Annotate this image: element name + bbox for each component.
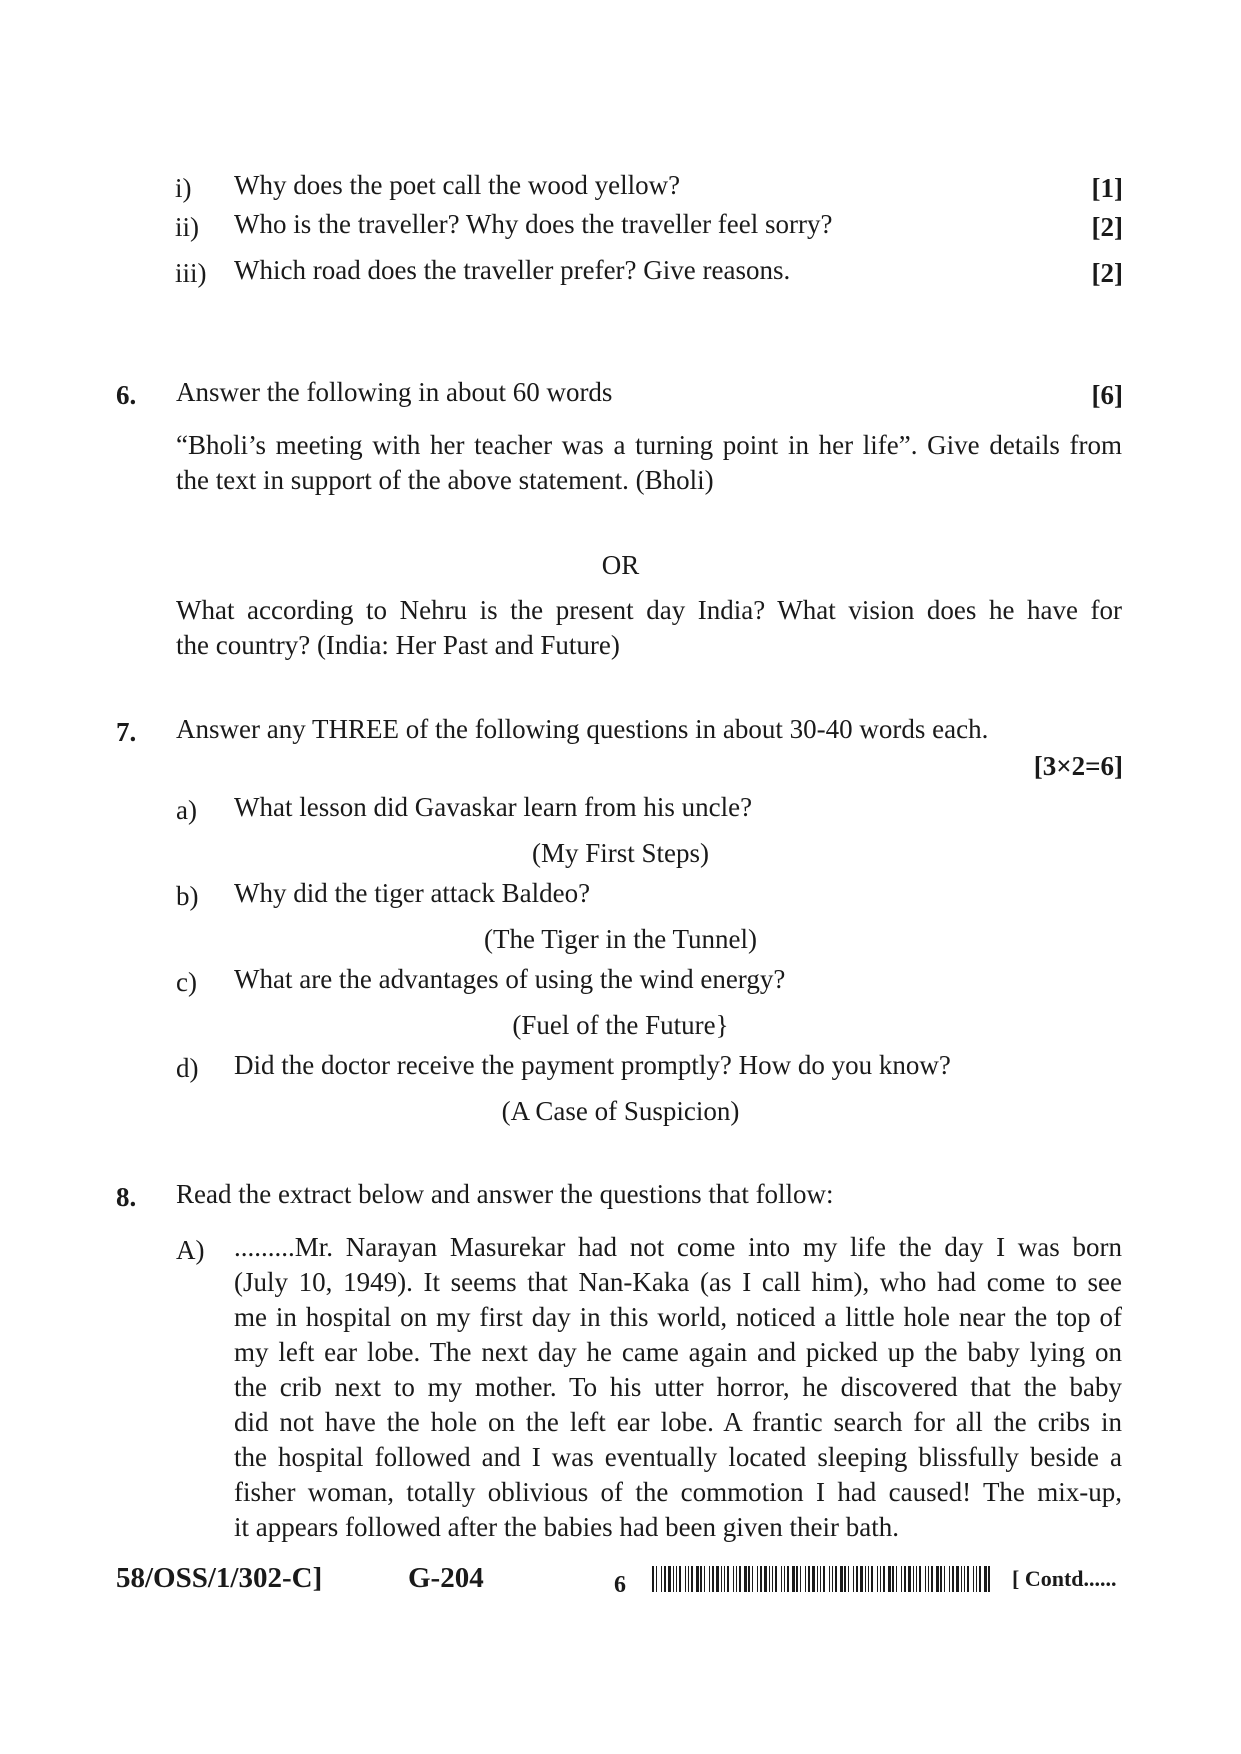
q6-instruction: Answer the following in about 60 words [176,377,613,407]
q7-instruction: Answer any THREE of the following questions in about 30-40 words each. [176,714,989,744]
q5-sub-marks-iii: [2] [1091,258,1123,288]
q7-item-source: (My First Steps) [531,838,710,868]
q8-extract-line: it appears followed after the babies had been given their bath. [234,1512,899,1542]
q7-item-label: a) [176,795,197,825]
q6-question-a-line: the text in support of the above statement. (Bholi) [176,465,714,495]
footer-series-code: G-204 [408,1562,484,1594]
q6-number: 6. [116,380,137,410]
q5-sub-text-iii: Which road does the traveller prefer? Give reasons. [234,255,791,285]
q8-extract-line: me in hospital on my first day in this world, noticed a little hole near the top of [234,1302,1122,1332]
q8-extract-line: fisher woman, totally oblivious of the commotion I had caused! The mix-up, [234,1477,1122,1507]
q8-extract [234,1230,1122,1545]
q5-sub-label-iii: iii) [175,258,207,288]
q8-extract-line: the crib next to my mother. To his utter horror, he discovered that the baby [234,1372,1122,1402]
q6-question-b-line: What according to Nehru is the present day India? What vision does he have for [176,595,1122,625]
q6-question-b-line: the country? (India: Her Past and Future) [176,630,620,660]
q6-question-a-line: “Bholi’s meeting with her teacher was a turning point in her life”. Give details from [176,430,1122,460]
q7-item-source: (A Case of Suspicion) [501,1096,740,1126]
q6-question-a [176,428,1122,498]
footer-contd: [ Contd...... [1012,1566,1117,1591]
q7-item-text: Did the doctor receive the payment promptly? How do you know? [234,1050,951,1080]
q5-sub-text-ii: Who is the traveller? Why does the traveller feel sorry? [234,209,833,239]
q7-item-source: (Fuel of the Future} [512,1010,729,1040]
q8-extract-line: the hospital followed and I was eventually located sleeping blissfully beside a [234,1442,1122,1472]
q6-marks: [6] [1091,380,1123,410]
q8-extract-line: .........Mr. Narayan Masurekar had not come into my life the day I was born [234,1232,1122,1262]
q7-item-label: d) [176,1053,199,1083]
q8-extract-line: did not have the hole on the left ear lobe. A frantic search for all the cribs in [234,1407,1122,1437]
q6-or-divider: OR [601,550,640,580]
q5-sub-marks-ii: [2] [1091,212,1123,242]
q8-instruction: Read the extract below and answer the questions that follow: [176,1179,834,1209]
q7-item-source: (The Tiger in the Tunnel) [483,924,758,954]
q7-item-text: Why did the tiger attack Baldeo? [234,878,591,908]
q8-number: 8. [116,1182,137,1212]
q7-item-text: What are the advantages of using the wind energy? [234,964,786,994]
q5-sub-label-i: i) [175,173,192,203]
q6-question-b [176,593,1122,663]
barcode-icon [652,1566,996,1592]
q7-item-text: What lesson did Gavaskar learn from his uncle? [234,792,753,822]
q8-extract-line: (July 10, 1949). It seems that Nan-Kaka (as I call him), who had come to see [234,1267,1122,1297]
q7-number: 7. [116,717,137,747]
footer-paper-code: 58/OSS/1/302-C] [116,1562,323,1594]
q7-item-label: b) [176,881,199,911]
q5-sub-text-i: Why does the poet call the wood yellow? [234,170,681,200]
q8-part-label: A) [176,1235,205,1265]
q5-sub-label-ii: ii) [175,212,199,242]
q5-sub-marks-i: [1] [1091,173,1123,203]
footer-page-number: 6 [614,1572,626,1598]
q7-marks: [3×2=6] [1033,751,1123,781]
q7-item-label: c) [176,967,197,997]
q8-extract-line: my left ear lobe. The next day he came again and picked up the baby lying on [234,1337,1122,1367]
